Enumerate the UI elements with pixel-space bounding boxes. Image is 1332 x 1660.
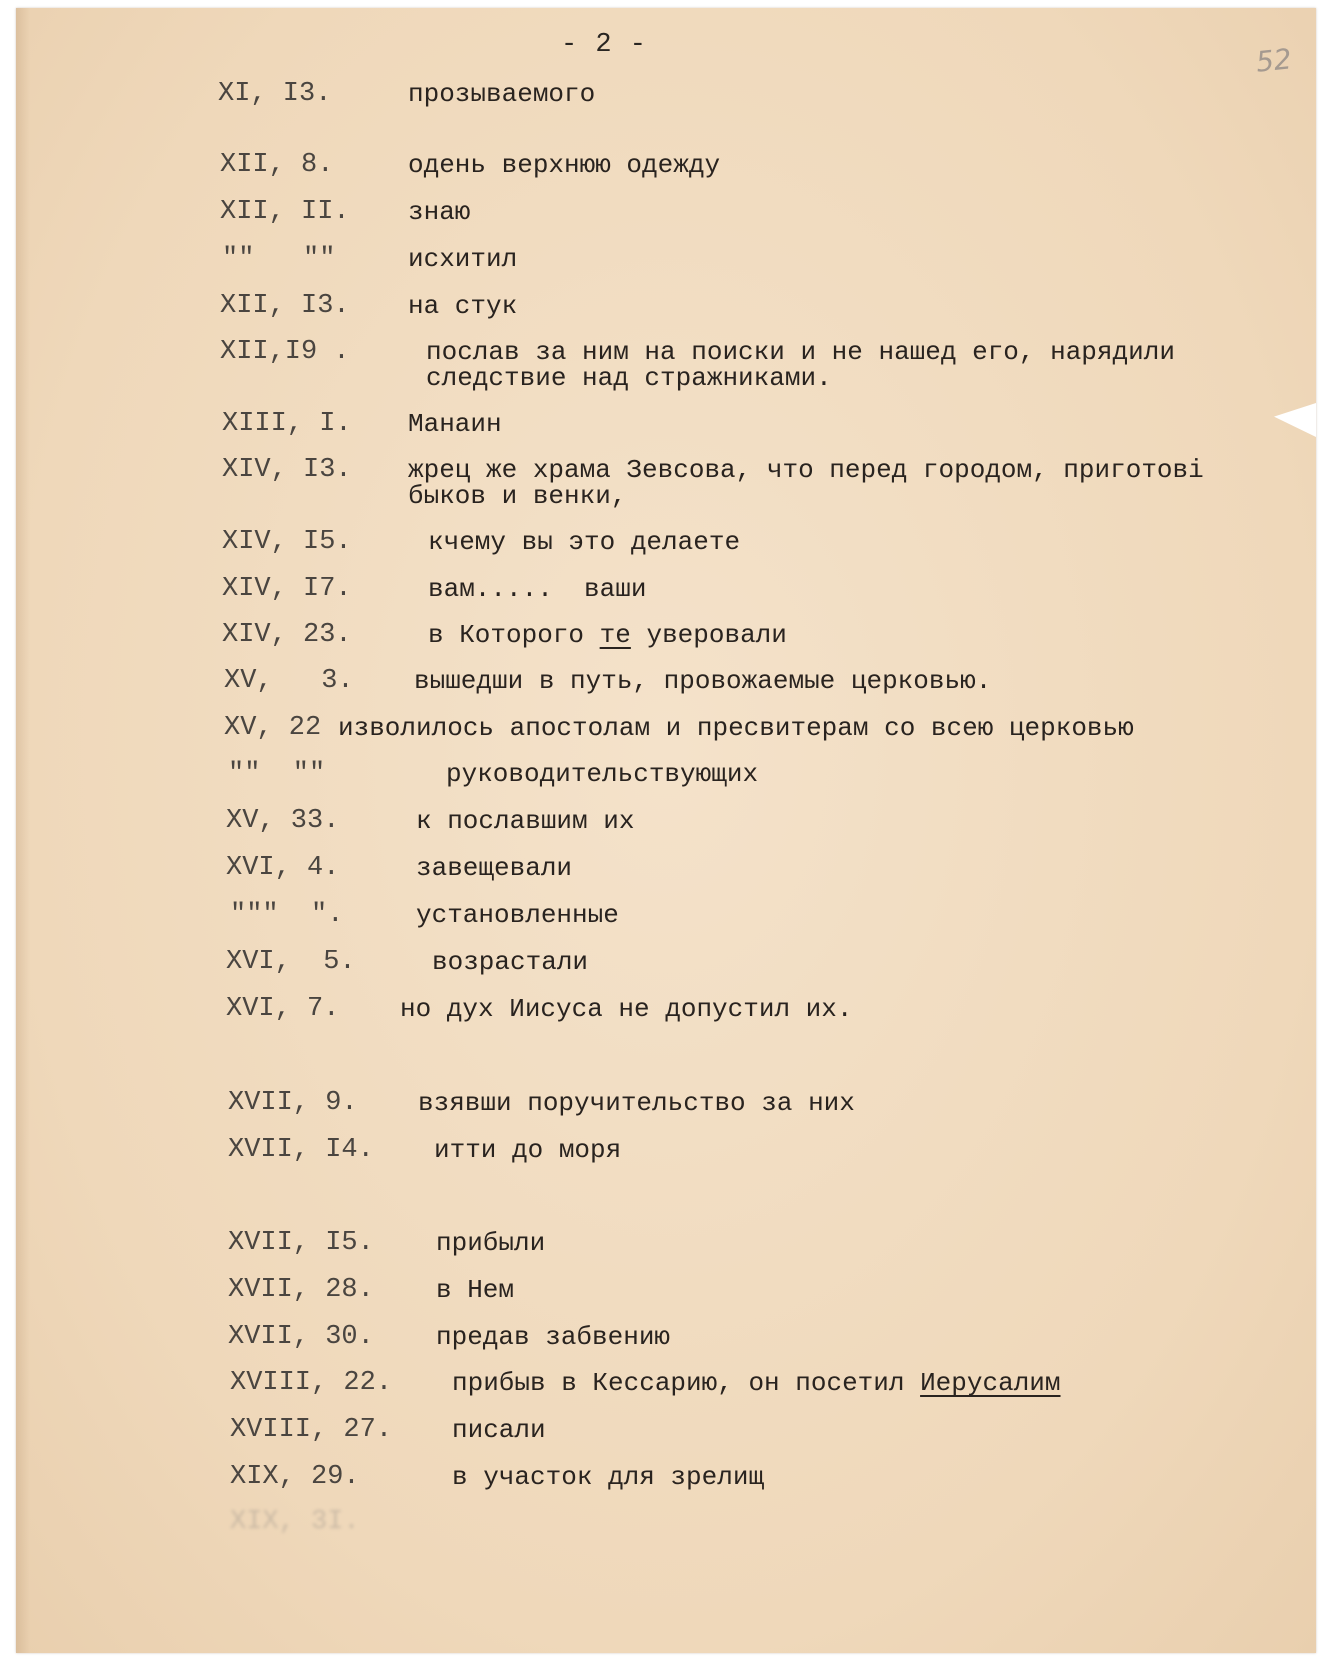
entry-text: прибыли [436, 1228, 546, 1258]
entry-text: вам..... ваши [428, 574, 647, 604]
entry-text [452, 1369, 1061, 1397]
entry-text: одень верхнюю одежду [408, 150, 721, 180]
entry-ref: XVIII, 22. [230, 1368, 393, 1398]
entry-ref: XVI, 4. [226, 853, 340, 883]
entry-ref: XVI, 5. [226, 947, 356, 977]
entry-text-continued: быков и венки, [408, 481, 627, 511]
torn-edge [1256, 403, 1316, 437]
entry-ref: XIV, I7. [222, 574, 352, 604]
entry-ref: XV, 22 [224, 713, 322, 743]
entry-text: установленные [416, 900, 619, 930]
text-before: в Которого [428, 620, 600, 650]
entry-text: вышедши в путь, провожаемые церковью. [414, 666, 992, 696]
entry-text: исхитил [408, 244, 518, 274]
archive-number: 52 [1254, 42, 1294, 79]
entry-text: кчему вы это делаете [428, 527, 741, 557]
entry-ref: XVII, 9. [228, 1088, 358, 1118]
page-number: - 2 - [561, 30, 648, 60]
entry-ref: XVII, I4. [228, 1135, 374, 1165]
entry-ref: """ ". [230, 900, 344, 930]
entry-text: послав за ним на поиски и не нашед его, нарядили [426, 337, 1175, 367]
entry-ref: "" "" [222, 244, 336, 274]
text-after: уверовали [630, 620, 787, 650]
entry-text: предав забвению [436, 1322, 671, 1352]
entry-text: знаю [408, 197, 471, 227]
entry-text: итти до моря [434, 1135, 622, 1165]
page-edge-shadow [16, 8, 30, 1653]
underlined-word: Иерусалим [920, 1368, 1061, 1398]
underlined-word: те [599, 620, 631, 650]
entry-text: в Нем [436, 1275, 515, 1305]
entry-ref: XII, 8. [220, 150, 334, 180]
entry-text: изволилось апостолам и пресвитерам со всею церковью [338, 713, 1134, 743]
entry-text: возрастали [432, 947, 589, 977]
entry-ref: XIII, I. [222, 409, 352, 439]
entry-text: но дух Иисуса не допустил их. [400, 994, 853, 1024]
entry-ref: XVI, 7. [226, 994, 340, 1024]
entry-text: Манаин [408, 409, 502, 439]
entry-ref: XI, I3. [218, 79, 332, 109]
faded-entry-ref: XIX, 3I. [230, 1507, 360, 1537]
entry-ref: XVII, I5. [228, 1228, 374, 1258]
entry-ref: XV, 33. [226, 806, 340, 836]
entry-text: жрец же храма Зевсова, что перед городом, приготові [408, 455, 1204, 485]
entry-ref: XVII, 28. [228, 1275, 374, 1305]
entry-text: завещевали [416, 853, 573, 883]
entry-ref: XIV, I3. [222, 455, 352, 485]
entry-text [428, 621, 787, 649]
text-before: прибыв в Кессарию, он посетил [452, 1368, 921, 1398]
entry-ref: XIX, 29. [230, 1462, 360, 1492]
entry-text-continued: следствие над стражниками. [426, 363, 832, 393]
entry-ref: XVII, 30. [228, 1322, 374, 1352]
entry-ref: XII,I9 . [220, 337, 350, 367]
entry-ref: XVIII, 27. [230, 1415, 393, 1445]
entry-ref: XII, II. [220, 197, 350, 227]
entry-ref: XIV, I5. [222, 527, 352, 557]
entry-ref: XII, I3. [220, 291, 350, 321]
entry-text: взявши поручительство за них [418, 1088, 855, 1118]
entry-text: в участок для зрелищ [452, 1462, 765, 1492]
entry-text: прозываемого [408, 79, 596, 109]
entry-text: руководительствующих [446, 759, 759, 789]
entry-ref: XIV, 23. [222, 620, 352, 650]
entry-ref: "" "" [228, 759, 326, 789]
entry-ref: XV, 3. [224, 666, 354, 696]
entry-text: к пославшим их [416, 806, 635, 836]
entry-text: писали [452, 1415, 546, 1445]
document-page [16, 8, 1316, 1653]
entry-text: на стук [408, 291, 518, 321]
